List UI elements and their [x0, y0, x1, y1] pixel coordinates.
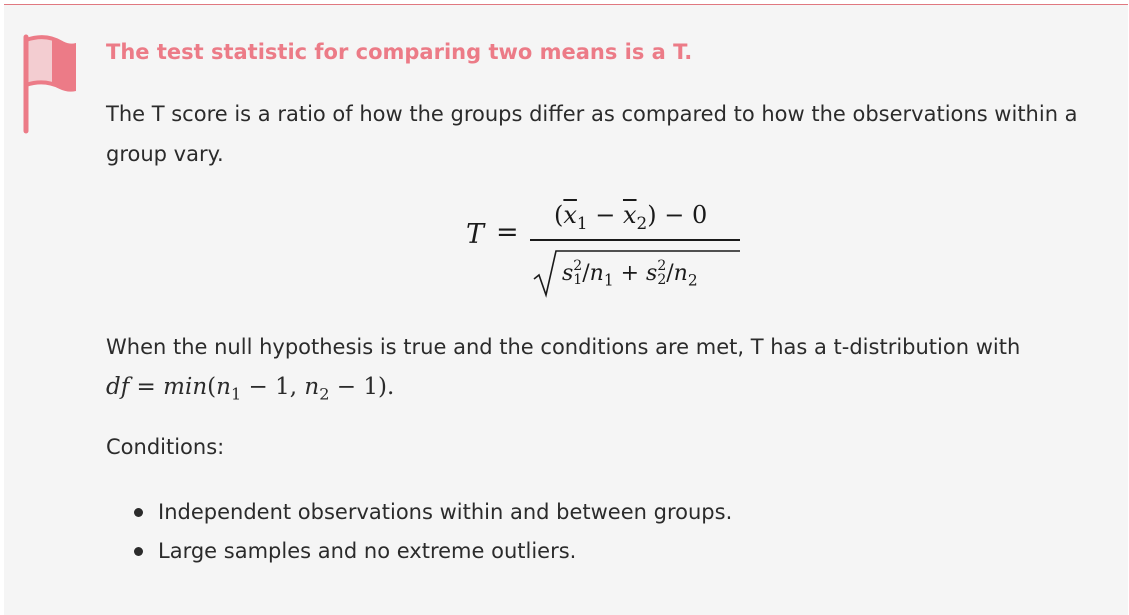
bullet-icon [134, 547, 143, 556]
formula-equals: = [496, 217, 519, 248]
condition-text: Large samples and no extreme outliers. [158, 539, 577, 563]
flag-icon [16, 33, 76, 137]
formula-numerator: $(\overline{x}_1 - \overline{x}_2) - 0$ [554, 201, 708, 233]
distribution-paragraph [106, 327, 1106, 415]
formula-lhs: T [466, 219, 485, 250]
fraction-bar [530, 239, 740, 241]
callout-title: The test statistic for comparing two means is a T. [106, 40, 693, 64]
conditions-label: Conditions: [106, 435, 225, 459]
condition-text: Independent observations within and between groups. [158, 500, 733, 524]
distribution-text: When the null hypothesis is true and the conditions are met, T has a t-distribution with [106, 335, 1021, 359]
t-statistic-formula [466, 197, 756, 307]
list-item [106, 532, 732, 571]
bullet-icon [134, 508, 143, 517]
intro-paragraph: The T score is a ratio of how the groups differ as compared to how the observations within a group vary. [106, 102, 1078, 166]
conditions-list [106, 493, 732, 571]
list-item [106, 493, 732, 532]
df-formula: df = $\min(n_1 - 1$, $n_2 - 1$). [106, 374, 395, 404]
formula-denominator: s 2 1 $/n_1 + s$ 2 2 $/n_2$ [562, 258, 698, 290]
callout-box [4, 4, 1128, 615]
